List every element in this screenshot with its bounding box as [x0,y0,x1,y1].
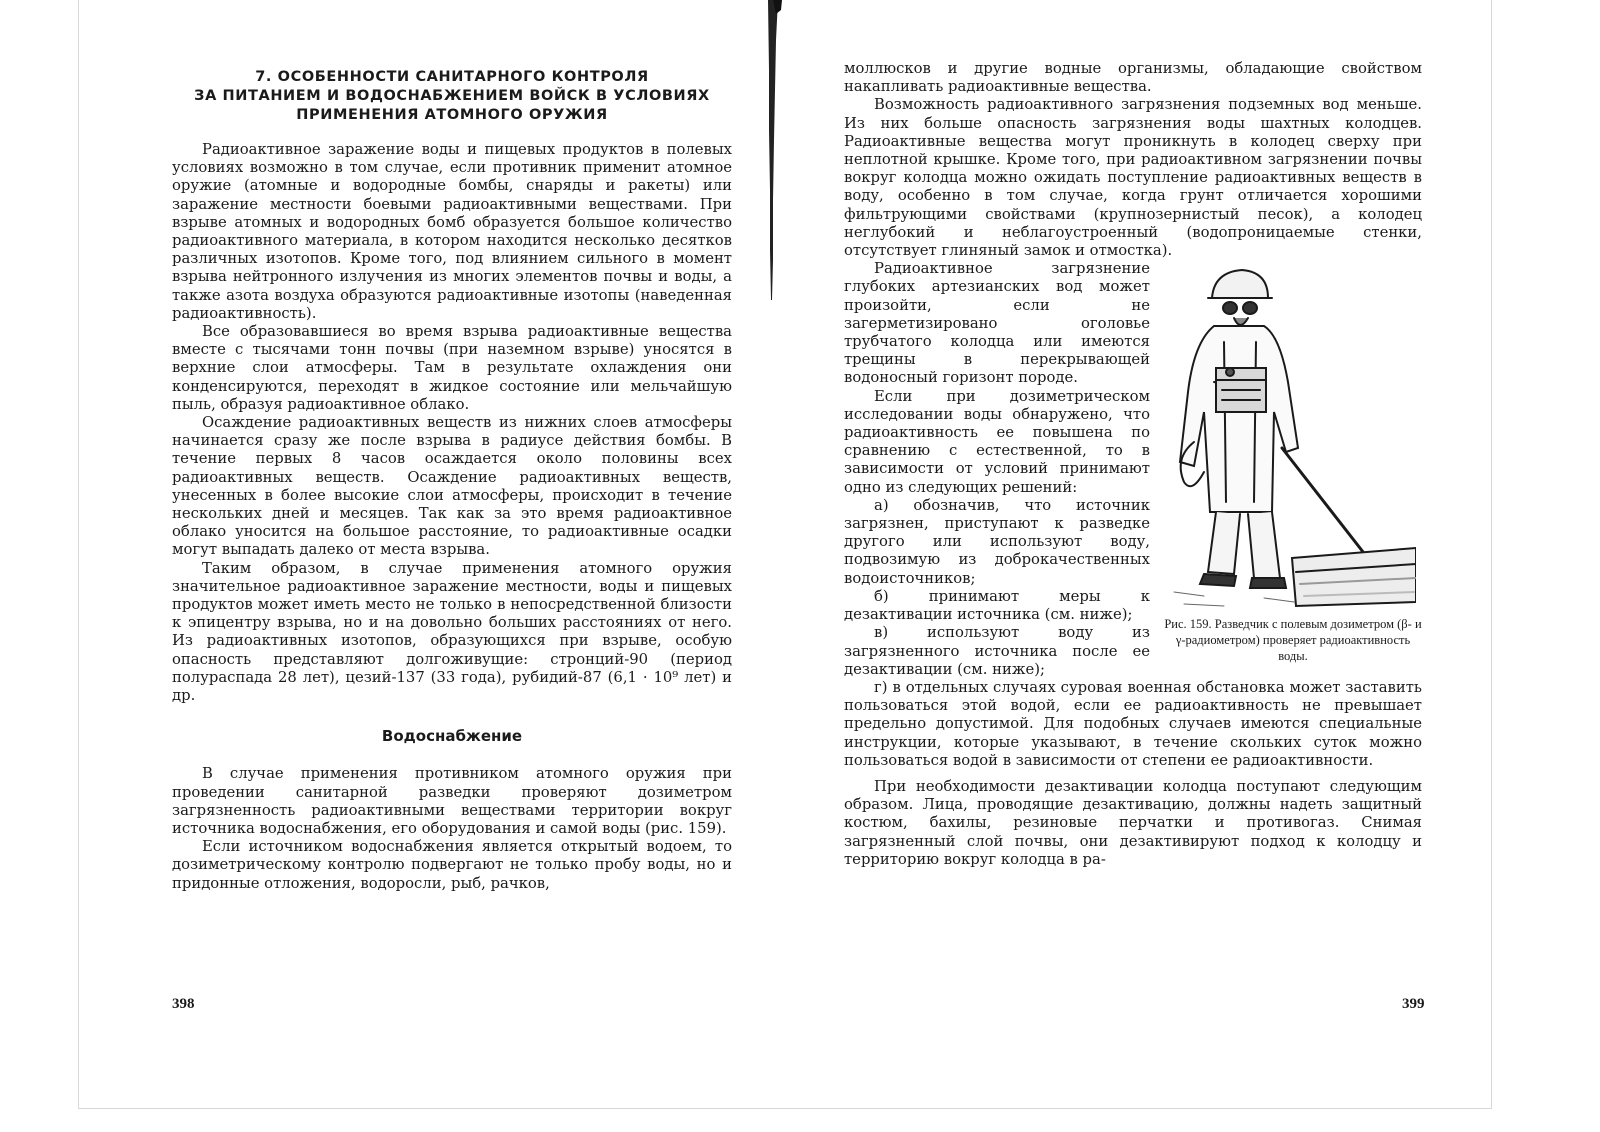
body-paragraph: Все образовавшиеся во время взрыва радиоактивные вещества вместе с тысячами тонн почвы (при наземном взрыве) уносятся в верхние слои атмосферы. Там в результате охлаждения они конденсируются, переходят в жидкое состояние или мельчайшую пыль, образуя радиоактивное облако. [172,323,732,413]
body-paragraph: Осаждение радиоактивных веществ из нижних слоев атмосферы начинается сразу же после взрыва в радиусе действия бомбы. В течение первых 8 часов осаждается около половины всех радиоактивных веществ. Осаждение радиоактивных веществ, унесенных в более высокие слои атмосферы, происходит в течение нескольких дней и месяцев. Так как за это время радиоактивное облако уносится на большое расстояние, то радиоактивные осадки могут выпадать далеко от места взрыва. [172,414,732,559]
body-paragraph: При необходимости дезактивации колодца поступают следующим образом. Лица, проводящие дезактивацию, должны надеть защитный костюм, бахилы, резиновые перчатки и противогаз. Снимая загрязненный слой почвы, они дезактивируют подход к колодцу и территорию вокруг колодца в ра- [844,777,1422,868]
figure-illustration [1164,262,1416,610]
paragraph-gap [844,770,1422,778]
chapter-title-line: ПРИМЕНЕНИЯ АТОМНОГО ОРУЖИЯ [296,107,608,123]
body-paragraph: Возможность радиоактивного загрязнения подземных вод меньше. Из них больше опасность загрязнения воды шахтных колодцев. Радиоактивные вещества могут проникнуть в колодец сверху при неплотной крышке. Кроме того, при радиоактивном загрязнении почвы вокруг колодца можно ожидать поступление радиоактивных веществ в воду, особенно в том случае, когда грунт отличается хорошими фильтрующими свойствами (крупнозернистый песок), а колодец неглубокий и неблагоустроенный (водопроницаемые стенки, отсутствует глиняный замок и отмостка). [844,96,1422,260]
list-item: а) обозначив, что источник загрязнен, приступают к разведке другого или используют воду, подвозимую из доброкачественных водоисточников; [844,496,1150,587]
chapter-title-line: 7. ОСОБЕННОСТИ САНИТАРНОГО КОНТРОЛЯ [255,69,649,85]
body-paragraph: Если источником водоснабжения является открытый водоем, то дозиметрическому контролю подвергают не только пробу воды, но и придонные отложения, водоросли, рыб, рачков, [172,838,732,892]
gutter-shadow [764,0,782,300]
body-paragraph: Таким образом, в случае применения атомного оружия значительное радиоактивное заражение местности, воды и пищевых продуктов может иметь место не только в непосредственной близости к эпицентру взрыва, но и на довольно больших расстояниях от него. Из радиоактивных изотопов, образующихся при взрыве, особую опасность представляют долгоживущие: стронций-90 (период полураспада 28 лет), цезий-137 (33 года), рубидий-87 (6,1 · 10⁹ лет) и др. [172,559,732,705]
body-paragraph: В случае применения противником атомного оружия при проведении санитарной разведки проверяют дозиметром загрязненность радиоактивными веществами территории вокруг источника водоснабжения, его оборудования и самой воды (рис. 159). [172,765,732,837]
page-number: 399 [1402,996,1425,1012]
body-paragraph: моллюсков и другие водные организмы, обладающие свойством накапливать радиоактивные вещества. [844,60,1422,96]
list-item: в) используют воду из загрязненного источника после ее дезактивации (см. ниже); [844,624,1150,678]
body-paragraph: Радиоактивное заражение воды и пищевых продуктов в полевых условиях возможно в том случае, если противник применит атомное оружие (атомные и водородные бомбы, снаряды и ракеты) или заражение местности боевыми радиоактивными веществами. При взрыве атомных и водородных бомб образуется большое количество радиоактивного материала, в котором находится несколько десятков различных изотопов. Кроме того, под влиянием сильного в момент взрыва нейтронного излучения из многих элементов почвы и воды, а также азота воздуха образуются радиоактивные изотопы (наведенная радиоактивность). [172,141,732,322]
chapter-title-line: ЗА ПИТАНИЕМ И ВОДОСНАБЖЕНИЕМ ВОЙСК В УСЛОВИЯХ [194,88,710,104]
left-page [172,60,732,893]
figure [1164,262,1422,664]
page-number: 398 [172,996,195,1012]
list-item: г) в отдельных случаях суровая военная обстановка может заставить пользоваться этой водой, если ее радиоактивность не превышает предельно допустимой. Для подобных случаев имеются специальные инструкции, которые указывают, в течение скольких суток можно пользоваться водой в зависимости от степени ее радиоактивности. [844,678,1422,769]
body-paragraph: Если при дозиметрическом исследовании воды обнаружено, что радиоактивность ее повышена по сравнению с естественной, то в зависимости от условий принимают одно из следующих решений: [844,387,1150,496]
right-page [844,60,1422,869]
figure-caption: Рис. 159. Разведчик с полевым дозиметром (β- и γ-радиометром) проверяет радиоактивность воды. [1164,617,1422,664]
body-paragraph: Радиоактивное загрязнение глубоких артезианских вод может произойти, если не загерметизировано оголовье трубчатого колодца или имеются трещины в перекрывающей водоносный горизонт породе. [844,260,1150,387]
list-item: б) принимают меры к дезактивации источника (см. ниже); [844,587,1150,624]
section-title: Водоснабжение [381,727,523,746]
chapter-title [172,68,732,125]
